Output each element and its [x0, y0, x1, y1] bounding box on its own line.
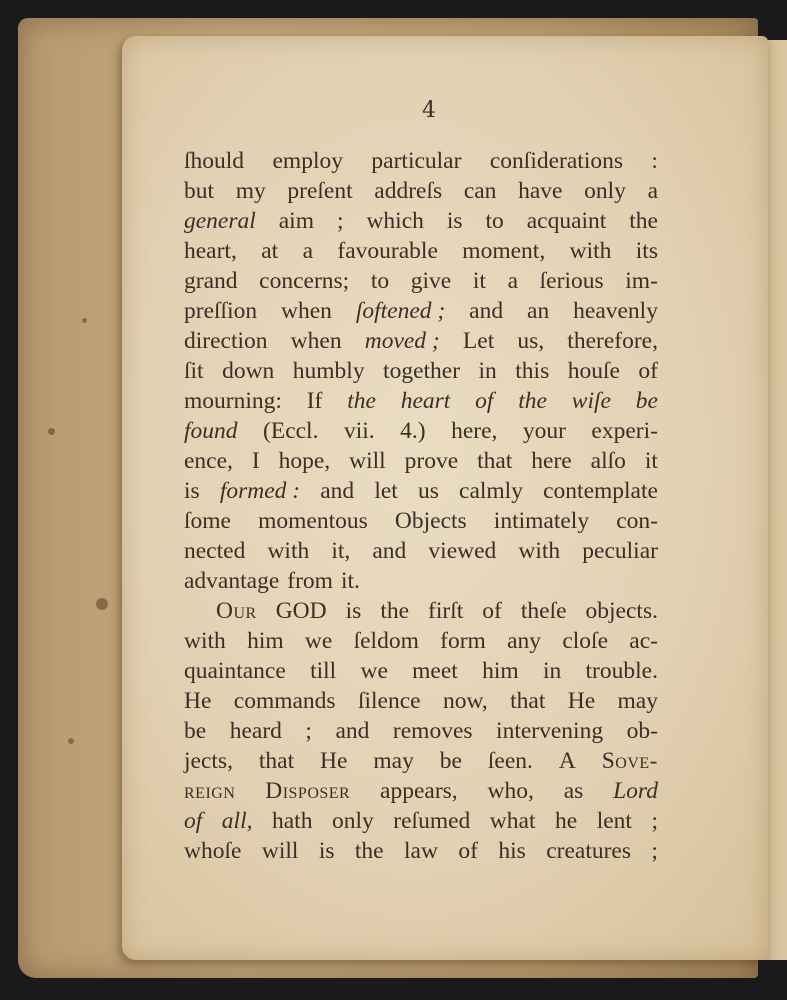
word: grand: [184, 268, 238, 294]
word: found: [184, 418, 238, 444]
word: whoſe: [184, 838, 242, 864]
word: ſerious: [539, 268, 604, 294]
word: commands: [233, 688, 336, 714]
word: let: [374, 478, 398, 504]
text-line: [184, 776, 658, 806]
word: to: [485, 208, 504, 234]
word: only: [584, 178, 626, 204]
text-line: [184, 836, 658, 866]
text-line: [184, 266, 658, 296]
word: who,: [487, 778, 534, 804]
text-line: [184, 416, 658, 446]
word: hath: [272, 808, 313, 834]
word: con-: [616, 508, 658, 534]
word: prove: [404, 448, 459, 474]
word: that: [477, 448, 513, 474]
word: and: [372, 538, 407, 564]
word: I: [251, 448, 260, 474]
word: us,: [517, 328, 545, 354]
word: reſumed: [393, 808, 471, 834]
word: we: [360, 658, 388, 684]
word: to: [370, 268, 390, 294]
word: nected: [184, 538, 246, 564]
word: heard: [229, 718, 282, 744]
word: direction: [184, 328, 268, 354]
text-line: [184, 236, 658, 266]
word: with: [184, 628, 226, 654]
word: it,: [331, 538, 351, 564]
word: a: [507, 268, 519, 294]
word: of: [458, 838, 478, 864]
word: of: [475, 388, 494, 414]
word: objects.: [585, 598, 658, 624]
word: preſent: [287, 178, 353, 204]
text-line: [184, 566, 658, 596]
text-line: [184, 746, 658, 776]
word: with: [518, 538, 561, 564]
word: formed :: [219, 478, 301, 504]
word: of: [184, 808, 203, 834]
word: Sove-: [601, 748, 658, 774]
word: acquaint: [526, 208, 607, 234]
word: a: [302, 238, 314, 264]
word: with: [569, 238, 612, 264]
word: and: [335, 718, 370, 744]
word: general: [184, 208, 256, 234]
word: ;: [651, 838, 658, 864]
word: the: [380, 598, 410, 624]
word: ;: [305, 718, 312, 744]
word: this: [515, 358, 550, 384]
word: a: [647, 178, 658, 204]
word: as: [563, 778, 584, 804]
word: experi-: [591, 418, 658, 444]
word: is: [345, 598, 362, 624]
word: ;: [336, 208, 344, 234]
stain: [48, 428, 55, 435]
word: it: [472, 268, 486, 294]
word: till: [310, 658, 337, 684]
word: of: [638, 358, 658, 384]
text-line: [184, 656, 658, 686]
text-line: [184, 686, 658, 716]
word: here: [531, 448, 572, 474]
word: meet: [412, 658, 458, 684]
text-line: [184, 296, 658, 326]
body-text: [184, 146, 658, 866]
word: that: [510, 688, 546, 714]
word: advantage: [184, 568, 280, 594]
word: Let: [462, 328, 495, 354]
word: removes: [392, 718, 473, 744]
word: an: [527, 298, 550, 324]
book-page: [122, 36, 768, 960]
word: moment,: [462, 238, 546, 264]
text-line: [184, 806, 658, 836]
text-line: [184, 356, 658, 386]
word: ſhould: [184, 148, 245, 174]
stain: [96, 598, 108, 610]
word: cloſe: [562, 628, 609, 654]
word: preſſion: [184, 298, 258, 324]
word: creatures: [546, 838, 632, 864]
word: be: [184, 718, 207, 744]
word: law: [404, 838, 438, 864]
word: that: [258, 748, 295, 774]
word: may: [617, 688, 658, 714]
word: intimately: [493, 508, 590, 534]
word: it.: [340, 568, 360, 594]
word: vii.: [343, 418, 375, 444]
word: addreſs: [374, 178, 443, 204]
word: now,: [442, 688, 488, 714]
word: him: [247, 628, 284, 654]
word: at: [261, 238, 279, 264]
word: ac-: [629, 628, 658, 654]
word: here,: [451, 418, 498, 444]
word: im-: [625, 268, 658, 294]
word: in: [478, 358, 497, 384]
word: firſt: [428, 598, 464, 624]
word: is: [446, 208, 463, 234]
word: If: [306, 388, 323, 414]
text-line: [184, 206, 658, 236]
word: when: [281, 298, 332, 324]
word: is: [318, 838, 335, 864]
stain: [68, 738, 74, 744]
word: He: [184, 688, 212, 714]
text-line: [184, 506, 658, 536]
word: particular: [371, 148, 462, 174]
text-line: [184, 626, 658, 656]
word: :: [651, 148, 658, 174]
word: heart,: [184, 238, 237, 264]
word: peculiar: [582, 538, 658, 564]
word: any: [507, 628, 542, 654]
text-line: [184, 146, 658, 176]
word: reign: [184, 778, 236, 804]
word: heavenly: [573, 298, 658, 324]
word: your: [522, 418, 566, 444]
word: the: [518, 388, 547, 414]
word: ſilence: [357, 688, 421, 714]
word: employ: [272, 148, 343, 174]
word: may: [373, 748, 414, 774]
word: it: [644, 448, 658, 474]
word: of: [482, 598, 502, 624]
word: ;: [651, 808, 658, 834]
word: and: [469, 298, 504, 324]
word: all,: [221, 808, 253, 834]
word: moved ;: [364, 328, 440, 354]
word: down: [222, 358, 275, 384]
word: Our: [216, 598, 257, 624]
word: mourning:: [184, 388, 282, 414]
text-line: [184, 476, 658, 506]
word: the: [347, 388, 376, 414]
word: ſeldom: [353, 628, 419, 654]
text-line: [184, 536, 658, 566]
word: us: [417, 478, 439, 504]
word: Objects: [394, 508, 467, 534]
word: lent: [596, 808, 632, 834]
word: and: [320, 478, 355, 504]
word: alſo: [590, 448, 626, 474]
word: ob-: [626, 718, 658, 744]
word: give: [410, 268, 452, 294]
word: jects,: [184, 748, 233, 774]
word: conſiderations: [489, 148, 623, 174]
word: be: [439, 748, 462, 774]
word: when: [290, 328, 342, 354]
word: the: [629, 208, 658, 234]
word: GOD: [275, 598, 327, 624]
word: is: [184, 478, 200, 504]
word: have: [518, 178, 563, 204]
word: can: [463, 178, 497, 204]
text-line: [184, 326, 658, 356]
word: its: [635, 238, 658, 264]
word: in: [542, 658, 562, 684]
word: intervening: [496, 718, 604, 744]
word: He: [567, 688, 596, 714]
word: but: [184, 178, 215, 204]
word: therefore,: [567, 328, 658, 354]
word: he: [555, 808, 578, 834]
word: humbly: [292, 358, 365, 384]
word: calmly: [459, 478, 523, 504]
word: heart: [400, 388, 451, 414]
word: (Eccl.: [263, 418, 319, 444]
word: wiſe: [571, 388, 611, 414]
word: ence,: [184, 448, 233, 474]
text-line: [184, 596, 658, 626]
word: contemplate: [543, 478, 658, 504]
word: ſoftened ;: [355, 298, 446, 324]
word: aim: [278, 208, 314, 234]
word: A: [558, 748, 576, 774]
word: favourable: [337, 238, 438, 264]
word: momentous: [258, 508, 368, 534]
word: quaintance: [184, 658, 286, 684]
word: Disposer: [265, 778, 351, 804]
text-line: [184, 716, 658, 746]
word: from: [287, 568, 333, 594]
word: He: [320, 748, 348, 774]
word: him: [482, 658, 519, 684]
word: be: [635, 388, 658, 414]
word: ſit: [184, 358, 204, 384]
word: Lord: [613, 778, 658, 804]
word: ſome: [184, 508, 231, 534]
word: houſe: [567, 358, 620, 384]
page-number: 4: [422, 98, 436, 123]
word: 4.): [400, 418, 426, 444]
text-line: [184, 386, 658, 416]
word: hope,: [278, 448, 331, 474]
word: only: [331, 808, 374, 834]
word: trouble.: [585, 658, 658, 684]
word: theſe: [520, 598, 567, 624]
text-line: [184, 176, 658, 206]
word: viewed: [428, 538, 497, 564]
word: with: [267, 538, 310, 564]
word: appears,: [380, 778, 458, 804]
word: will: [349, 448, 386, 474]
word: the: [354, 838, 384, 864]
word: what: [489, 808, 536, 834]
word: my: [235, 178, 266, 204]
text-line: [184, 446, 658, 476]
word: form: [440, 628, 486, 654]
word: his: [498, 838, 526, 864]
word: together: [383, 358, 461, 384]
word: concerns;: [259, 268, 350, 294]
word: we: [304, 628, 333, 654]
word: which: [366, 208, 424, 234]
stain: [82, 318, 87, 323]
word: ſeen.: [487, 748, 533, 774]
word: will: [261, 838, 299, 864]
